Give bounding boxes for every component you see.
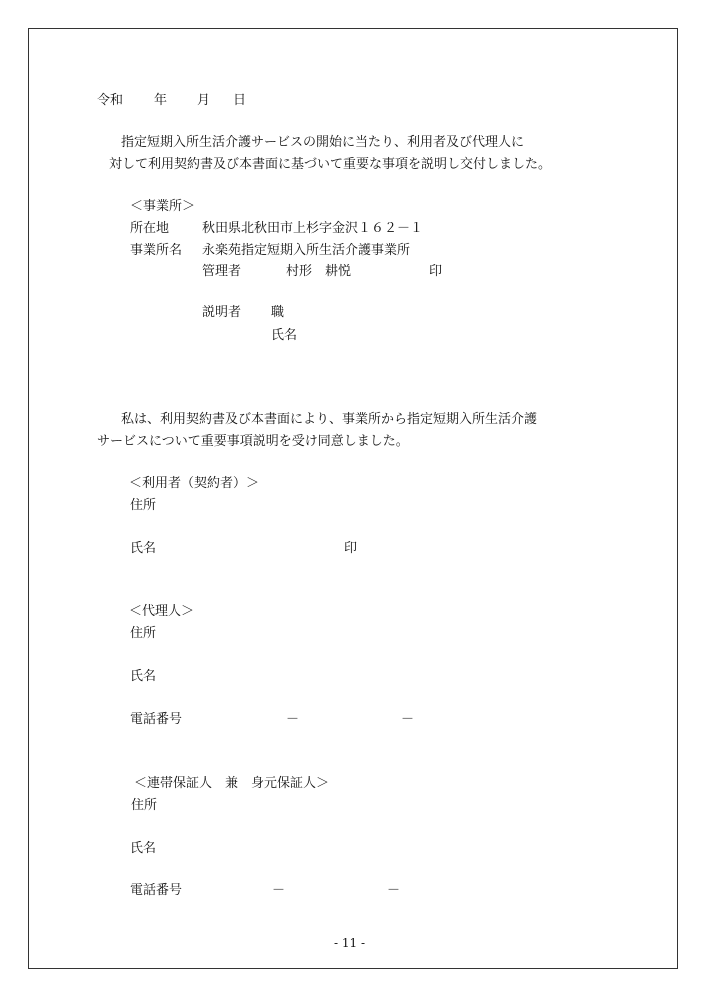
intro-line-2: 対して利用契約書及び本書面に基づいて重要な事項を説明し交付しました。 — [109, 157, 552, 172]
explainer-name-label: 氏名 — [271, 328, 298, 343]
date-month: 月 — [197, 93, 211, 108]
guarantor-name-label: 氏名 — [130, 841, 157, 856]
office-heading: ＜事業所＞ — [130, 199, 196, 214]
guarantor-phone-label: 電話番号 — [130, 883, 183, 898]
office-address-label: 所在地 — [130, 221, 170, 236]
agent-name-label: 氏名 — [130, 669, 157, 684]
manager-name: 村形 耕悦 — [286, 264, 352, 279]
intro-line-1: 指定短期入所生活介護サービスの開始に当たり、利用者及び代理人に — [121, 135, 525, 150]
office-address-value: 秋田県北秋田市上杉字金沢１６２－１ — [202, 221, 424, 236]
explainer-label: 説明者 — [202, 305, 242, 320]
user-seal: 印 — [344, 541, 358, 556]
agent-phone-separator-2: － — [401, 712, 415, 727]
manager-label: 管理者 — [202, 264, 242, 279]
guarantor-phone-separator-2: － — [387, 883, 401, 898]
agent-phone-label: 電話番号 — [130, 712, 183, 727]
guarantor-phone-separator-1: － — [272, 883, 286, 898]
page-number: - 11 - — [334, 936, 366, 950]
user-heading: ＜利用者（契約者）＞ — [129, 476, 260, 491]
office-name-label: 事業所名 — [130, 243, 183, 258]
consent-line-1: 私は、利用契約書及び本書面により、事業所から指定短期入所生活介護 — [121, 412, 538, 427]
date-era: 令和 — [97, 93, 124, 108]
date-year: 年 — [154, 93, 168, 108]
guarantor-heading: ＜連帯保証人 兼 身元保証人＞ — [134, 776, 330, 791]
consent-line-2: サービスについて重要事項説明を受け同意しました。 — [97, 434, 409, 449]
office-name-value: 永楽苑指定短期入所生活介護事業所 — [202, 243, 411, 258]
guarantor-address-label: 住所 — [131, 798, 158, 813]
date-day: 日 — [233, 93, 247, 108]
manager-seal: 印 — [429, 264, 443, 279]
agent-address-label: 住所 — [130, 626, 157, 641]
explainer-position-label: 職 — [271, 305, 285, 320]
agent-heading: ＜代理人＞ — [129, 604, 195, 619]
agent-phone-separator-1: － — [286, 712, 300, 727]
user-address-label: 住所 — [130, 498, 157, 513]
user-name-label: 氏名 — [130, 541, 157, 556]
